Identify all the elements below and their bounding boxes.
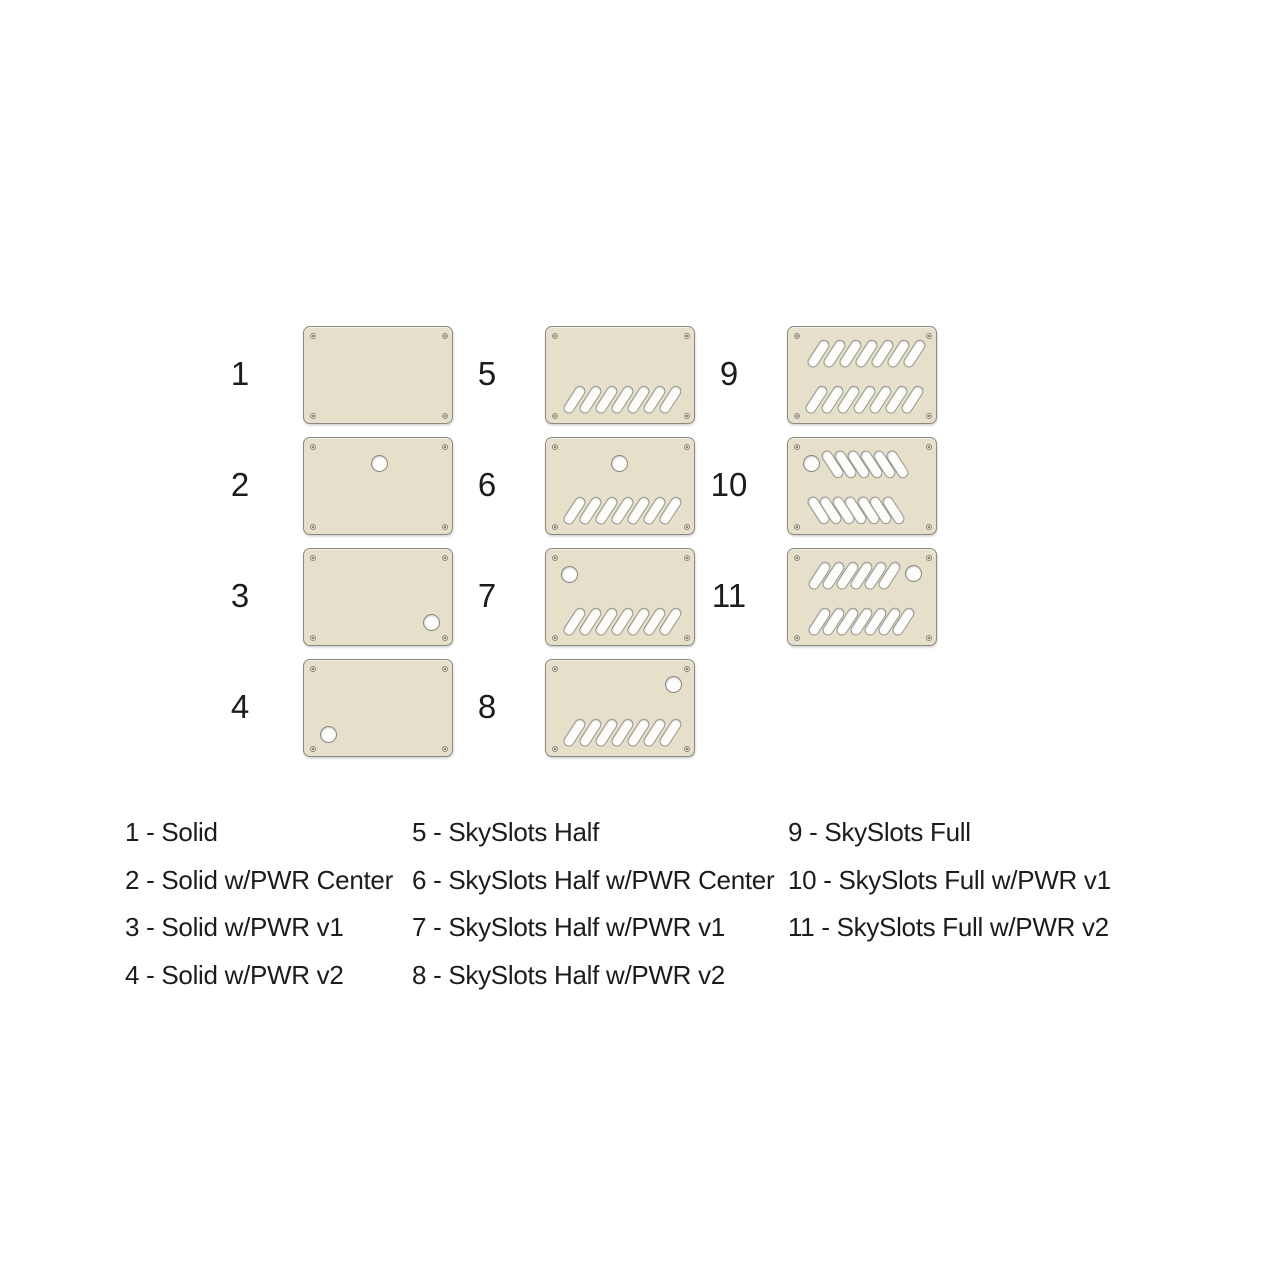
screw-hole-icon [442,666,448,672]
pwr-hole-icon [320,726,337,743]
panel-number-label: 3 [230,577,250,615]
screw-hole-icon [310,524,316,530]
pwr-hole-icon [561,566,578,583]
screw-hole-icon [310,746,316,752]
panel-9 [787,326,937,424]
panel-2 [303,437,453,535]
legend-item: 8 - SkySlots Half w/PWR v2 [412,959,725,990]
screw-hole-icon [794,333,800,339]
panel-number-label: 4 [230,688,250,726]
legend-item: 11 - SkySlots Full w/PWR v2 [788,912,1109,943]
screw-hole-icon [926,444,932,450]
panel-3 [303,548,453,646]
panel-number-label: 8 [477,688,497,726]
legend-item: 9 - SkySlots Full [788,817,971,847]
panel-number-label: 10 [710,466,748,504]
screw-hole-icon [442,555,448,561]
screw-hole-icon [684,635,690,641]
screw-hole-icon [684,524,690,530]
screw-hole-icon [684,413,690,419]
legend-item: 3 - Solid w/PWR v1 [125,912,344,943]
screw-hole-icon [926,413,932,419]
screw-hole-icon [552,666,558,672]
screw-hole-icon [684,444,690,450]
legend-column-skyslots-half [412,809,774,999]
screw-hole-icon [926,333,932,339]
panel-5 [545,326,695,424]
legend-item: 6 - SkySlots Half w/PWR Center [412,864,775,895]
pwr-hole-icon [905,565,922,582]
screw-hole-icon [442,333,448,339]
legend-item: 7 - SkySlots Half w/PWR v1 [412,912,725,943]
screw-hole-icon [926,635,932,641]
panel-number-label: 1 [230,355,250,393]
panel-1 [303,326,453,424]
legend-item: 2 - Solid w/PWR Center [125,864,393,895]
screw-hole-icon [552,555,558,561]
panel-number-label: 11 [711,577,747,615]
panel-6 [545,437,695,535]
screw-hole-icon [442,524,448,530]
screw-hole-icon [310,666,316,672]
screw-hole-icon [552,444,558,450]
screw-hole-icon [794,555,800,561]
legend-item: 1 - Solid [125,817,218,847]
panel-10 [787,437,937,535]
screw-hole-icon [310,555,316,561]
screw-hole-icon [552,333,558,339]
legend-item: 5 - SkySlots Half [412,817,600,847]
screw-hole-icon [552,746,558,752]
screw-hole-icon [684,555,690,561]
screw-hole-icon [794,635,800,641]
legend-column-solid [125,809,393,999]
screw-hole-icon [442,444,448,450]
legend-item: 4 - Solid w/PWR v2 [125,959,344,990]
screw-hole-icon [926,555,932,561]
panel-7 [545,548,695,646]
panel-number-label: 7 [477,577,497,615]
panel-4 [303,659,453,757]
pwr-hole-icon [371,455,388,472]
screw-hole-icon [794,444,800,450]
screw-hole-icon [684,666,690,672]
panel-8 [545,659,695,757]
pwr-hole-icon [803,455,820,472]
panel-number-label: 5 [477,355,497,393]
screw-hole-icon [310,444,316,450]
panel-number-label: 2 [230,466,250,504]
pwr-hole-icon [423,614,440,631]
screw-hole-icon [552,413,558,419]
panel-number-label: 6 [477,466,497,504]
screw-hole-icon [310,635,316,641]
screw-hole-icon [442,746,448,752]
screw-hole-icon [794,524,800,530]
screw-hole-icon [684,746,690,752]
legend-item: 10 - SkySlots Full w/PWR v1 [788,864,1111,895]
screw-hole-icon [926,524,932,530]
screw-hole-icon [552,635,558,641]
screw-hole-icon [310,333,316,339]
panel-number-label: 9 [719,355,739,393]
screw-hole-icon [794,413,800,419]
panel-11 [787,548,937,646]
screw-hole-icon [442,635,448,641]
pwr-hole-icon [665,676,682,693]
screw-hole-icon [310,413,316,419]
pwr-hole-icon [611,455,628,472]
screw-hole-icon [684,333,690,339]
screw-hole-icon [442,413,448,419]
legend-column-skyslots-full [788,809,1111,952]
screw-hole-icon [552,524,558,530]
